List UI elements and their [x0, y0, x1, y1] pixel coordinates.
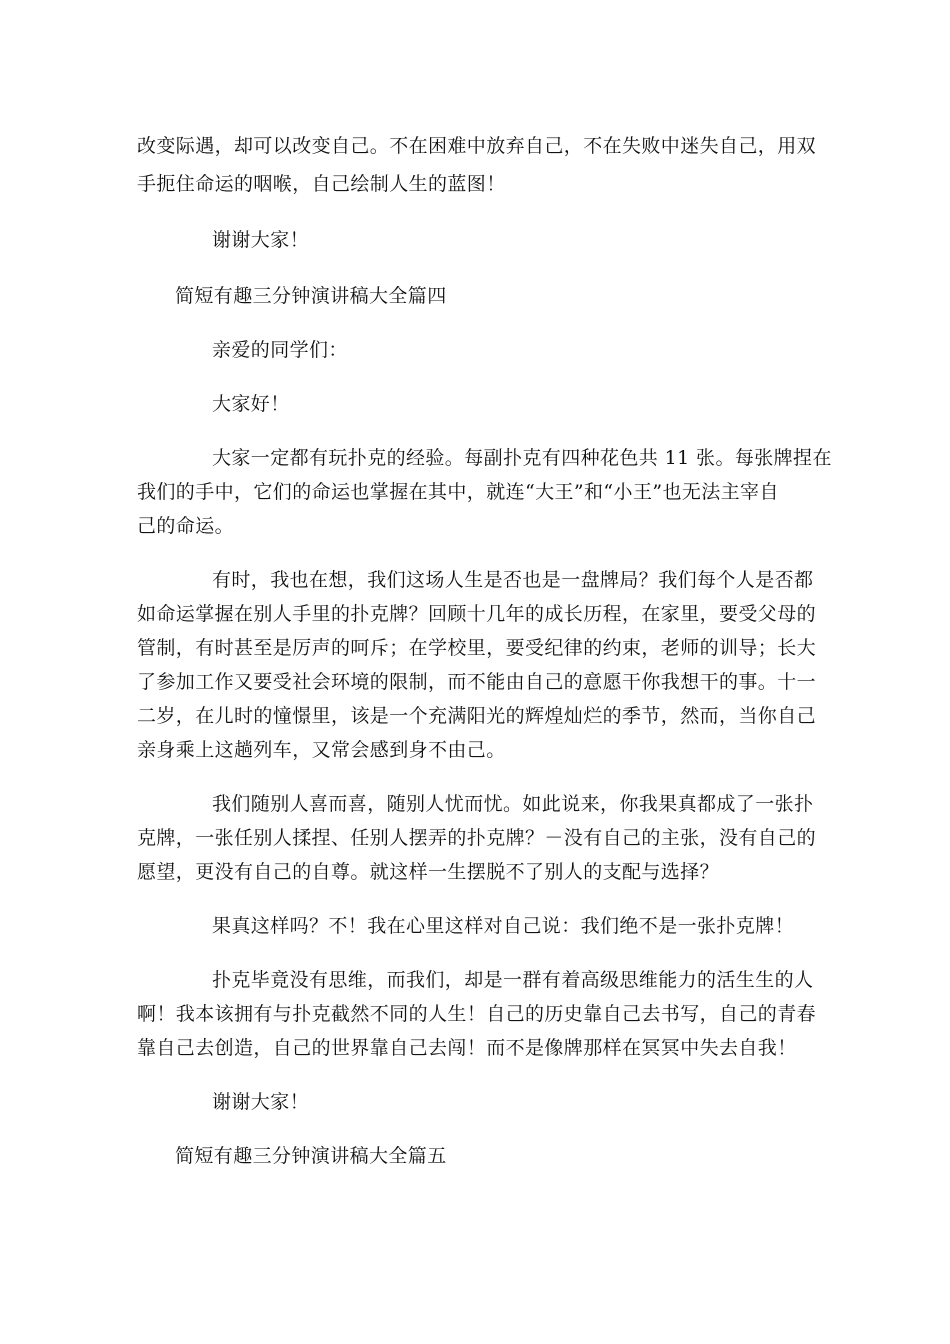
greeting-line: 大家好！ — [212, 393, 290, 415]
paragraph-line: 克牌，一张任别人揉捏、任别人摆弄的扑克牌？－没有自己的主张，没有自己的 — [137, 827, 817, 849]
paragraph-line: 亲身乘上这趟列车，又常会感到身不由己。 — [137, 739, 506, 761]
paragraph-line: 果真这样吗？不！我在心里这样对自己说：我们绝不是一张扑克牌！ — [212, 915, 795, 937]
paragraph-line: 我们随别人喜而喜，随别人忧而忧。如此说来，你我果真都成了一张扑 — [212, 793, 814, 815]
section-heading: 简短有趣三分钟演讲稿大全篇四 — [175, 285, 447, 307]
section-heading: 简短有趣三分钟演讲稿大全篇五 — [175, 1145, 447, 1167]
closing-line: 谢谢大家！ — [212, 229, 310, 251]
paragraph-line: 己的命运。 — [137, 515, 235, 537]
paragraph-line: 管制，有时甚至是厉声的呵斥；在学校里，要受纪律的约束，老师的训导；长大 — [137, 637, 817, 659]
paragraph-line: 靠自己去创造，自己的世界靠自己去闯！而不是像牌那样在冥冥中失去自我！ — [137, 1037, 797, 1059]
paragraph-line: 我们的手中，它们的命运也掌握在其中，就连“大王”和“小王”也无法主宰自 — [137, 481, 779, 503]
closing-line: 谢谢大家！ — [212, 1091, 310, 1113]
paragraph-line: 大家一定都有玩扑克的经验。每副扑克有四种花色共 11 张。每张牌捏在 — [212, 447, 832, 469]
paragraph-line: 改变际遇，却可以改变自己。不在困难中放弃自己，不在失败中迷失自己，用双 — [137, 135, 817, 157]
paragraph-line: 愿望，更没有自己的自尊。就这样一生摆脱不了别人的支配与选择？ — [137, 861, 720, 883]
paragraph-line: 如命运掌握在别人手里的扑克牌？回顾十几年的成长历程，在家里，要受父母的 — [137, 603, 817, 625]
paragraph-line: 二岁，在儿时的憧憬里，该是一个充满阳光的辉煌灿烂的季节，然而，当你自己 — [137, 705, 817, 727]
paragraph-line: 啊！我本该拥有与扑克截然不同的人生！自己的历史靠自己去书写，自己的青春 — [137, 1003, 817, 1025]
paragraph-line: 了参加工作又要受社会环境的限制，而不能由自己的意愿干你我想干的事。十一 — [137, 671, 817, 693]
paragraph-line: 有时，我也在想，我们这场人生是否也是一盘牌局？我们每个人是否都 — [212, 569, 814, 591]
salutation-line: 亲爱的同学们： — [212, 339, 348, 361]
paragraph-line: 手扼住命运的咽喉，自己绘制人生的蓝图！ — [137, 173, 506, 195]
paragraph-line: 扑克毕竟没有思维，而我们，却是一群有着高级思维能力的活生生的人 — [212, 969, 814, 991]
